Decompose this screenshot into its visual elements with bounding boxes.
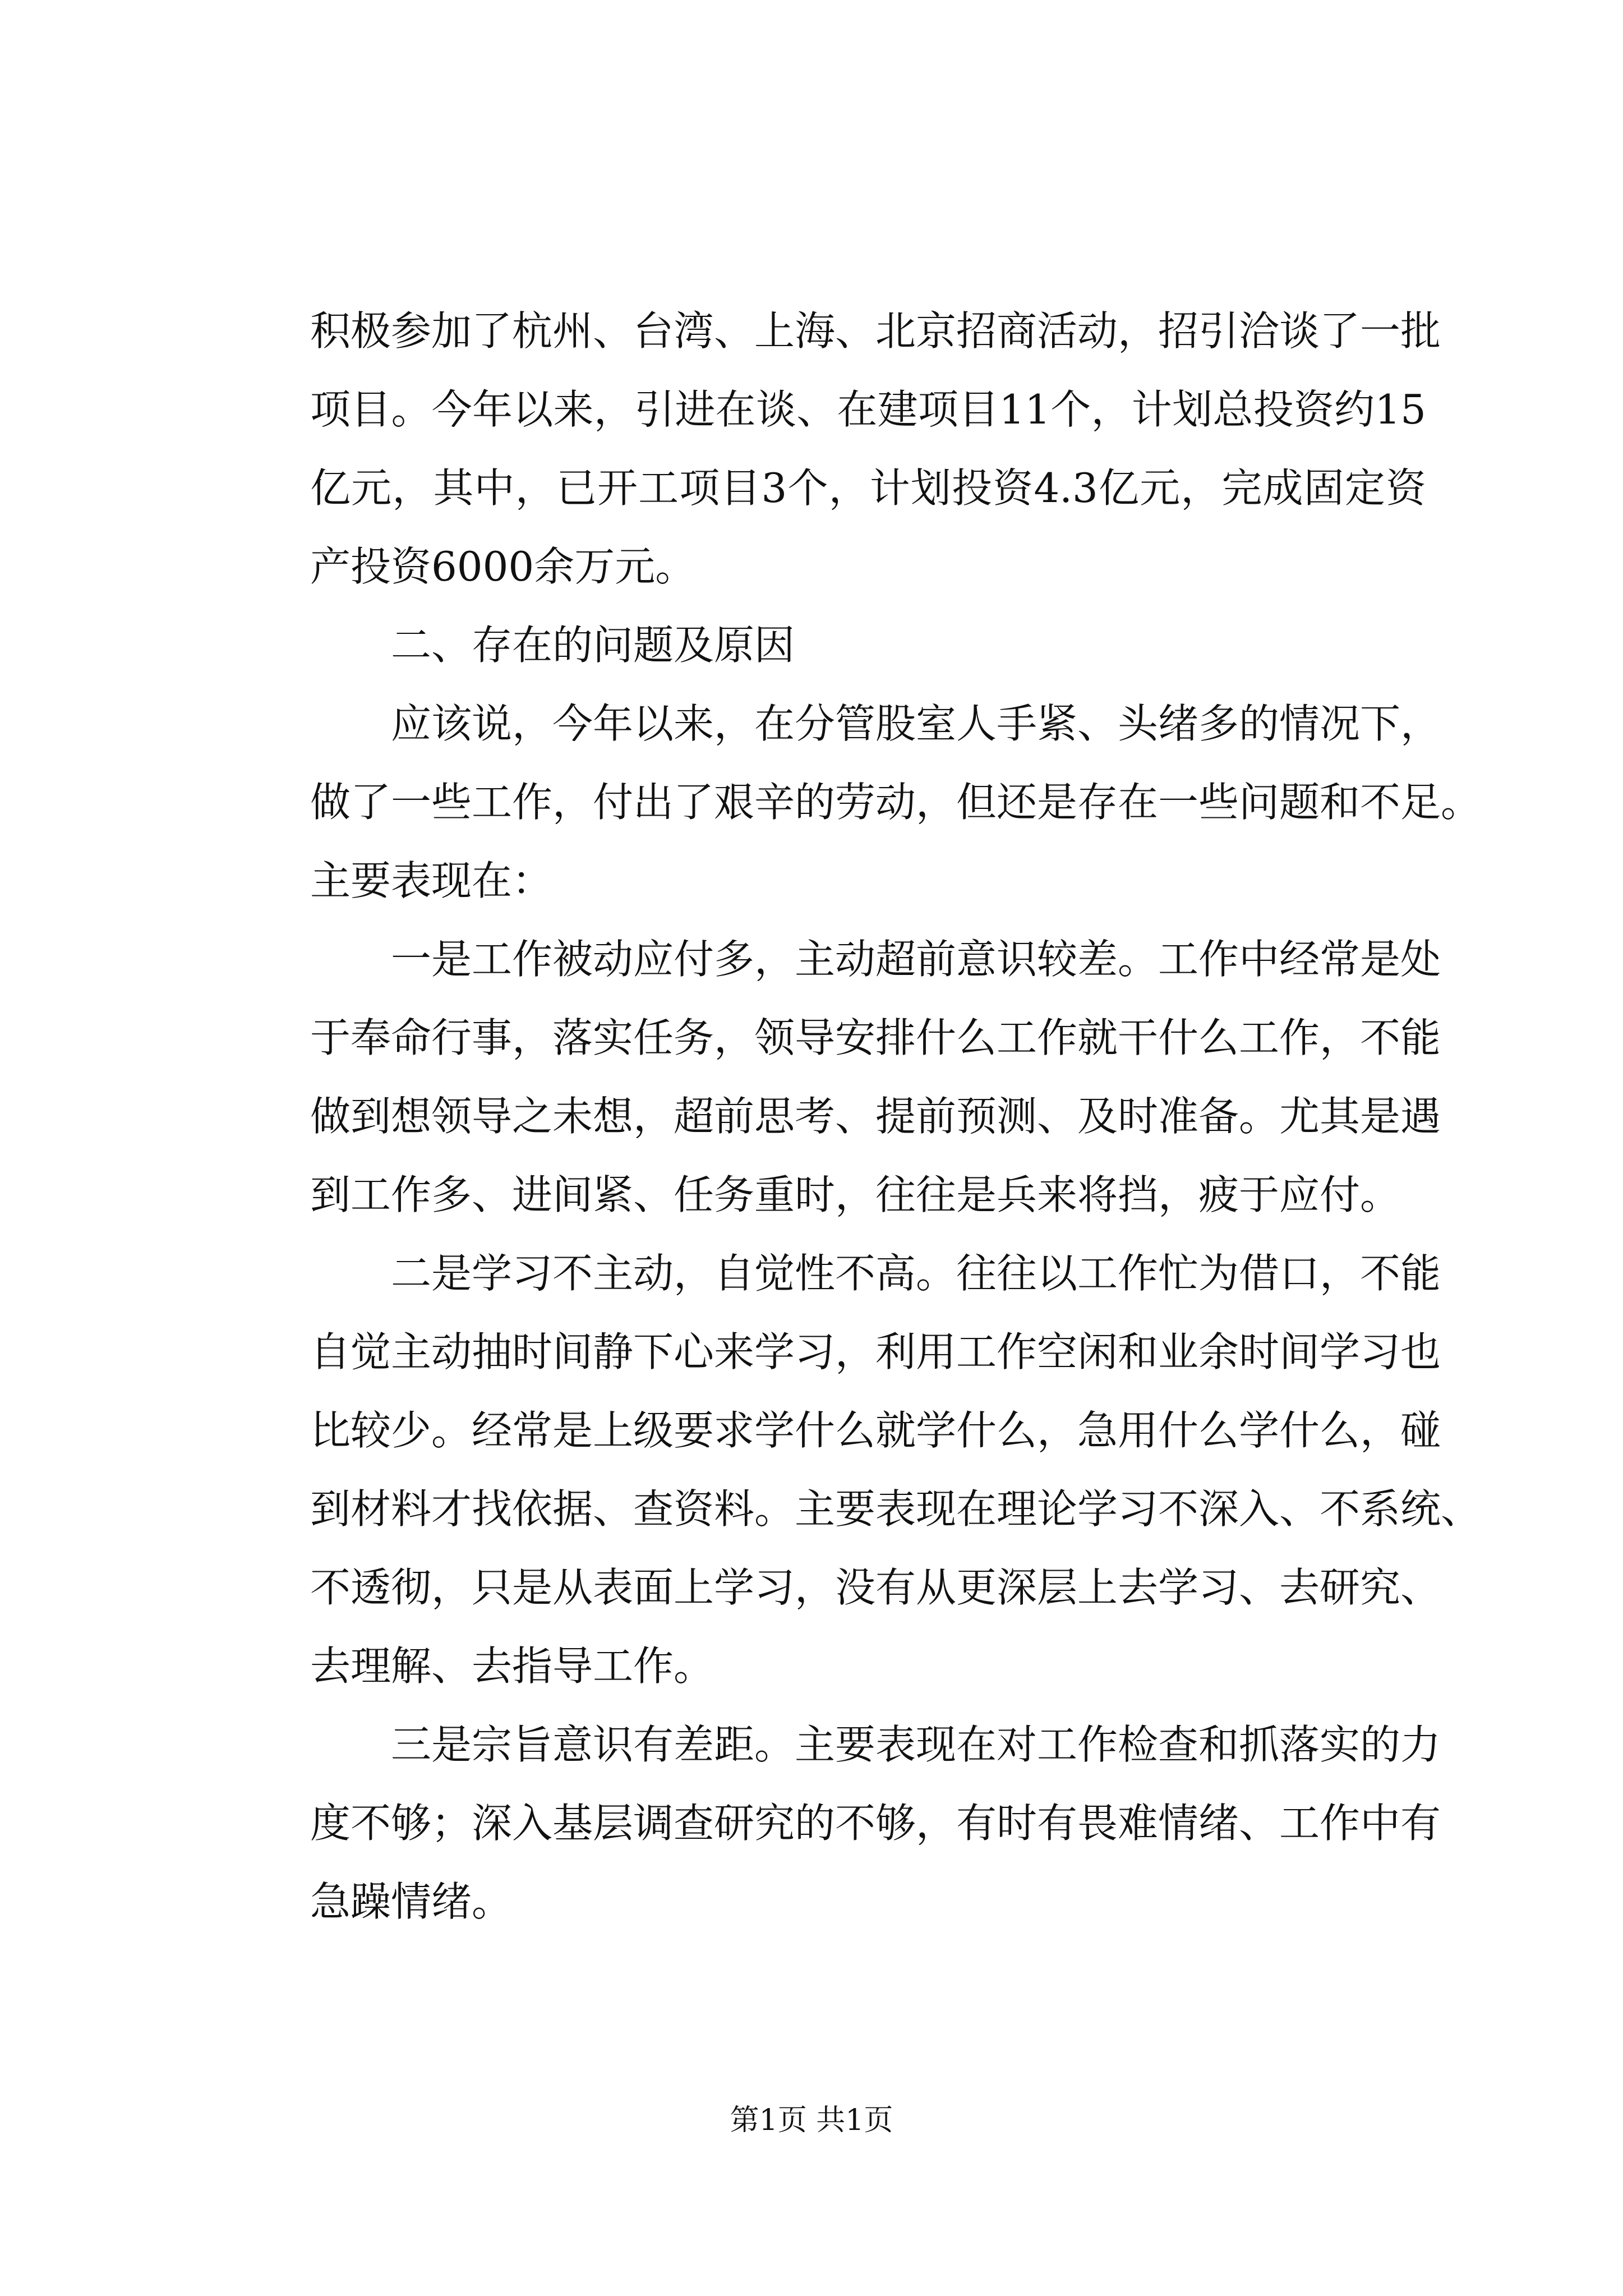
text-line: 到工作多、进间紧、任务重时，往往是兵来将挡，疲于应付。 [310,1171,1401,1218]
text-line: 度不够；深入基层调查研究的不够，有时有畏难情绪、工作中有 [310,1800,1441,1847]
text-line: 主要表现在： [310,857,553,904]
text-line: 于奉命行事，落实任务，领导安排什么工作就干什么工作，不能 [310,1014,1441,1061]
text-line: 急躁情绪。 [310,1878,513,1925]
text-line: 自觉主动抽时间静下心来学习，利用工作空闲和业余时间学习也 [310,1328,1441,1375]
text-line: 三是宗旨意识有差距。主要表现在对工作检查和抓落实的力 [391,1721,1441,1768]
text-line: 一是工作被动应付多，主动超前意识较差。工作中经常是处 [391,936,1441,983]
paragraph-continued [310,292,1441,606]
section-heading [310,606,1426,684]
paragraph-point-1 [310,920,1441,1234]
paragraph-intro [310,684,1482,920]
text-line: 应该说，今年以来，在分管股室人手紧、头绪多的情况下， [391,700,1441,747]
text-line: 项目。今年以来，引进在谈、在建项目11个，计划总投资约15 [310,386,1426,433]
page-footer [0,2098,1623,2143]
page-number-label: 第1页 共1页 [730,2104,893,2137]
text-line: 做到想领导之未想，超前思考、提前预测、及时准备。尤其是遇 [310,1093,1441,1140]
text-line: 产投资6000余万元。 [310,543,696,590]
document-body [310,292,1482,1941]
text-line: 二是学习不主动，自觉性不高。往往以工作忙为借口，不能 [391,1250,1441,1297]
text-line: 去理解、去指导工作。 [310,1642,714,1690]
text-line: 到材料才找依据、查资料。主要表现在理论学习不深入、不系统、 [310,1485,1482,1533]
text-line: 比较少。经常是上级要求学什么就学什么，急用什么学什么，碰 [310,1407,1441,1454]
text-line: 亿元，其中，已开工项目3个，计划投资4.3亿元，完成固定资 [310,464,1426,512]
paragraph-point-2 [310,1234,1482,1705]
text-line: 不透彻，只是从表面上学习，没有从更深层上去学习、去研究、 [310,1564,1441,1611]
text-line: 做了一些工作，付出了艰辛的劳动，但还是存在一些问题和不足。 [310,779,1482,826]
paragraph-point-3 [310,1705,1441,1941]
heading-line: 二、存在的问题及原因 [391,622,795,669]
text-line: 积极参加了杭州、台湾、上海、北京招商活动，招引洽谈了一批 [310,307,1441,355]
